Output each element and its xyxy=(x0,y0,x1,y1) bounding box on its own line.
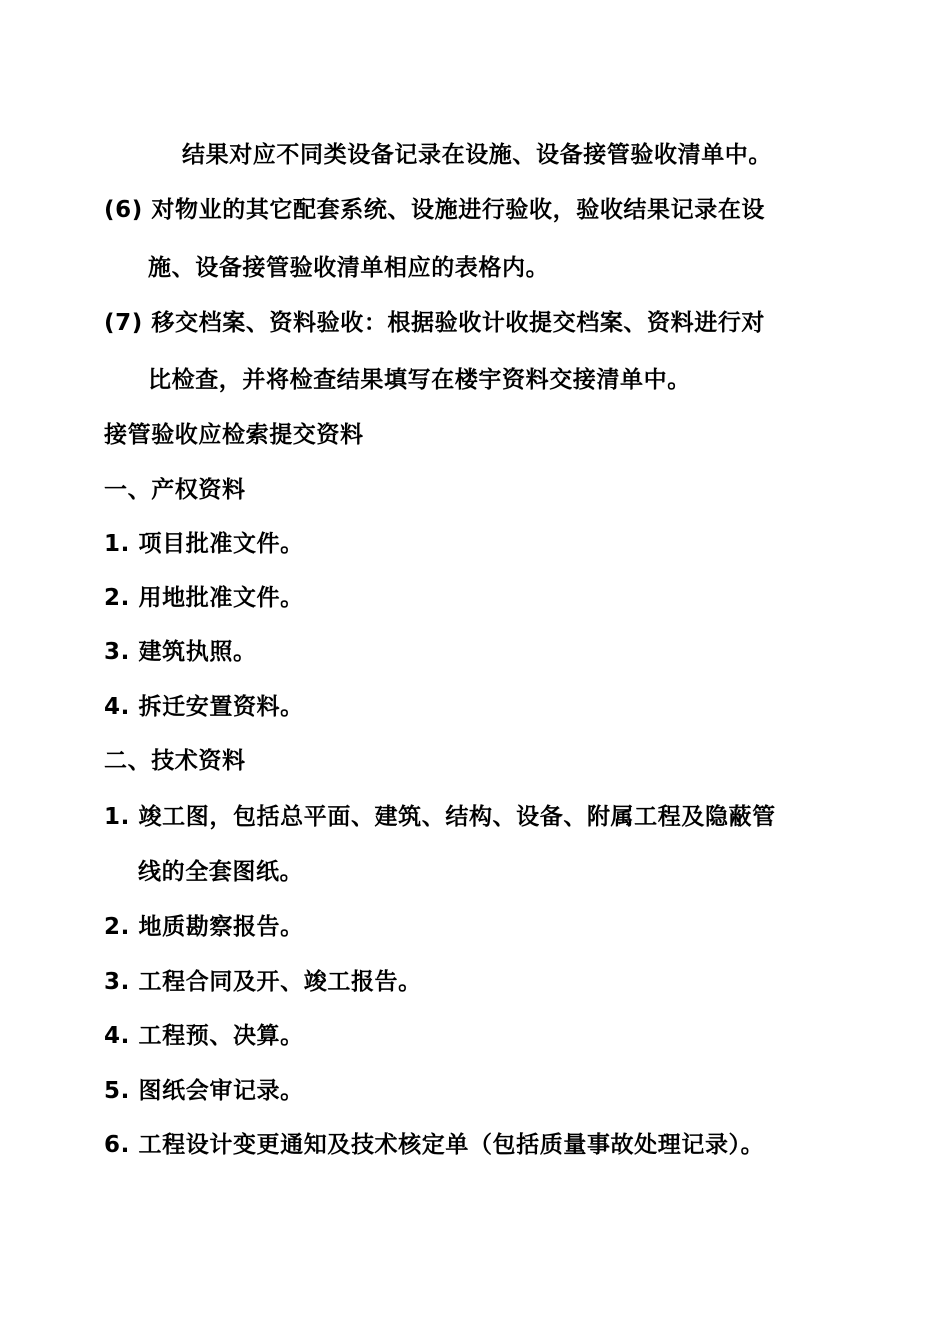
list-item: 3. 工程合同及开、竣工报告。 xyxy=(104,969,422,995)
list-item: 2. 用地批准文件。 xyxy=(104,585,304,611)
text-line-continuation: 结果对应不同类设备记录在设施、设备接管验收清单中。 xyxy=(182,142,772,168)
list-item: 4. 拆迁安置资料。 xyxy=(104,694,304,720)
text-line-item-7-cont: 比检查，并将检查结果填写在楼宇资料交接清单中。 xyxy=(148,367,691,393)
list-item: 1. 竣工图，包括总平面、建筑、结构、设备、附属工程及隐蔽管 xyxy=(104,804,776,830)
list-item: 3. 建筑执照。 xyxy=(104,639,257,665)
list-item: 6. 工程设计变更通知及技术核定单（包括质量事故处理记录）。 xyxy=(104,1132,765,1158)
subsection-heading-property: 一、产权资料 xyxy=(104,477,246,503)
text-line-item-6: (6) 对物业的其它配套系统、设施进行验收，验收结果记录在设 xyxy=(104,197,766,223)
text-line-item-7: (7) 移交档案、资料验收：根据验收计收提交档案、资料进行对 xyxy=(104,310,766,336)
subsection-heading-technical: 二、技术资料 xyxy=(104,748,246,774)
text-line-item-6-cont: 施、设备接管验收清单相应的表格内。 xyxy=(148,255,550,281)
list-item: 2. 地质勘察报告。 xyxy=(104,914,304,940)
section-heading: 接管验收应检索提交资料 xyxy=(104,422,364,448)
list-item: 1. 项目批准文件。 xyxy=(104,531,304,557)
list-item: 5. 图纸会审记录。 xyxy=(104,1078,304,1104)
list-item-cont: 线的全套图纸。 xyxy=(138,859,304,885)
list-item: 4. 工程预、决算。 xyxy=(104,1023,304,1049)
